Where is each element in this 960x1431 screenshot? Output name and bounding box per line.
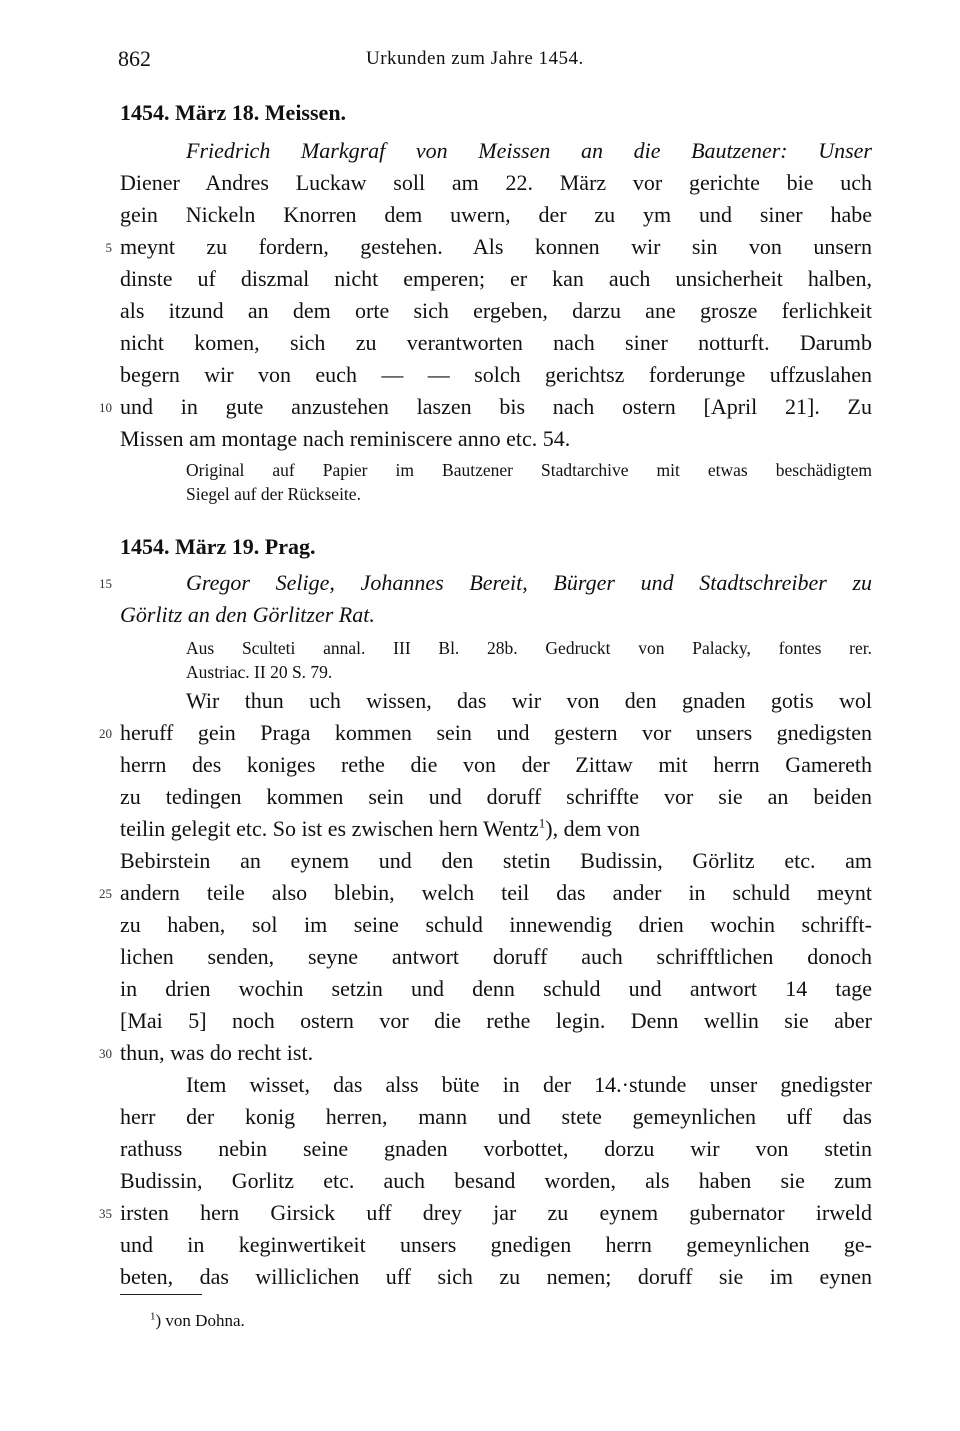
doc2-line: andern teile also blebin, welch teil das ander in schuld meynt (120, 880, 872, 905)
margin-line-number: 5 (105, 240, 112, 255)
running-header (0, 46, 960, 74)
doc1-line: Friedrich Markgraf von Meissen an die Bautzener: Unser (186, 138, 872, 163)
doc2-line: irsten hern Girsick uff drey jar zu eynem gubernator irweld (120, 1200, 872, 1225)
running-title: Urkunden zum Jahre 1454. (366, 48, 584, 69)
footnote-marker: 1 (150, 1310, 156, 1323)
doc2-line-text: teilin gelegit etc. So ist es zwischen hern Wentz (120, 816, 539, 841)
doc2-line: heruff gein Praga kommen sein und gestern vor unsers gnedigsten (120, 720, 872, 745)
doc2-line (120, 814, 872, 844)
doc1-line: Missen am montage nach reminiscere anno etc. 54. (120, 426, 571, 451)
margin-line-number: 25 (99, 886, 112, 901)
doc2-line: herrn des koniges rethe die von der Zittaw mit herrn Gamereth (120, 752, 872, 777)
doc2-line: [Mai 5] noch ostern vor die rethe legin. Denn wellin sie aber (120, 1008, 872, 1033)
footnote-text: ) von Dohna. (155, 1311, 245, 1330)
doc2-line: Wir thun uch wissen, das wir von den gnaden gotis wol (186, 688, 872, 713)
margin-line-number: 10 (99, 400, 112, 415)
doc1-line: nicht komen, sich zu verantworten nach siner notturft. Darumb (120, 330, 872, 355)
doc1-line: und in gute anzustehen laszen bis nach ostern [April 21]. Zu (120, 394, 872, 419)
doc2-line: beten, das williclichen uff sich zu nemen; doruff sie im eynen (120, 1264, 872, 1289)
doc2-line-tail: ), dem von (545, 816, 640, 841)
doc1-source-line: Siegel auf der Rückseite. (186, 484, 361, 504)
doc2-line: in drien wochin setzin und denn schuld und antwort 14 tage (120, 976, 872, 1001)
doc2-source-line: Austriac. II 20 S. 79. (186, 662, 333, 682)
doc1-source-line: Original auf Papier im Bautzener Stadtarchive mit etwas beschädigtem (186, 460, 872, 480)
footnote-rule (120, 1294, 202, 1295)
page-number: 862 (118, 46, 151, 71)
doc2-heading: 1454. März 19. Prag. (120, 534, 316, 559)
doc1-line: als itzund an dem orte sich ergeben, darzu ane grosze ferlichkeit (120, 298, 872, 323)
doc2-summary-line: Görlitz an den Görlitzer Rat. (120, 602, 375, 627)
doc2-line: zu tedingen kommen sein und doruff schriffte vor sie an beiden (120, 784, 872, 809)
doc1-heading: 1454. März 18. Meissen. (120, 100, 347, 125)
doc1-line: dinste uf diszmal nicht emperen; er kan auch unsicherheit halben, (120, 266, 872, 291)
footnote-ref: 1 (538, 815, 546, 831)
doc2-line: zu haben, sol im seine schuld innewendig drien wochin schrifft- (120, 912, 872, 937)
margin-line-number: 35 (99, 1206, 112, 1221)
doc2-summary-line: Gregor Selige, Johannes Bereit, Bürger und Stadtschreiber zu (186, 570, 872, 595)
doc2-line: Item wisset, das alss büte in der 14.·stunde unser gnedigster (186, 1072, 872, 1097)
doc2-line: Bebirstein an eynem und den stetin Budissin, Görlitz etc. am (120, 848, 872, 873)
doc1-line: gein Nickeln Knorren dem uwern, der zu ym und siner habe (120, 202, 872, 227)
margin-line-number: 30 (99, 1046, 112, 1061)
doc2-line: herr der konig herren, mann und stete gemeynlichen uff das (120, 1104, 872, 1129)
doc2-line: rathuss nebin seine gnaden vorbottet, dorzu wir von stetin (120, 1136, 872, 1161)
doc2-line: und in keginwertikeit unsers gnedigen herrn gemeynlichen ge- (120, 1232, 872, 1257)
footnote (150, 1310, 245, 1332)
doc2-line: lichen senden, seyne antwort doruff auch schrifftlichen donoch (120, 944, 872, 969)
doc2-source-line: Aus Sculteti annal. III Bl. 28b. Gedruckt von Palacky, fontes rer. (186, 638, 872, 658)
doc1-line: meynt zu fordern, gestehen. Als konnen wir sin von unsern (120, 234, 872, 259)
doc2-line: Budissin, Gorlitz etc. auch besand worden, als haben sie zum (120, 1168, 872, 1193)
doc1-line: Diener Andres Luckaw soll am 22. März vor gerichte bie uch (120, 170, 872, 195)
doc2-line: thun, was do recht ist. (120, 1040, 314, 1065)
margin-line-number: 15 (99, 576, 112, 591)
margin-line-number: 20 (99, 726, 112, 741)
doc1-line: begern wir von euch — — solch gerichtsz forderunge uffzuslahen (120, 362, 872, 387)
